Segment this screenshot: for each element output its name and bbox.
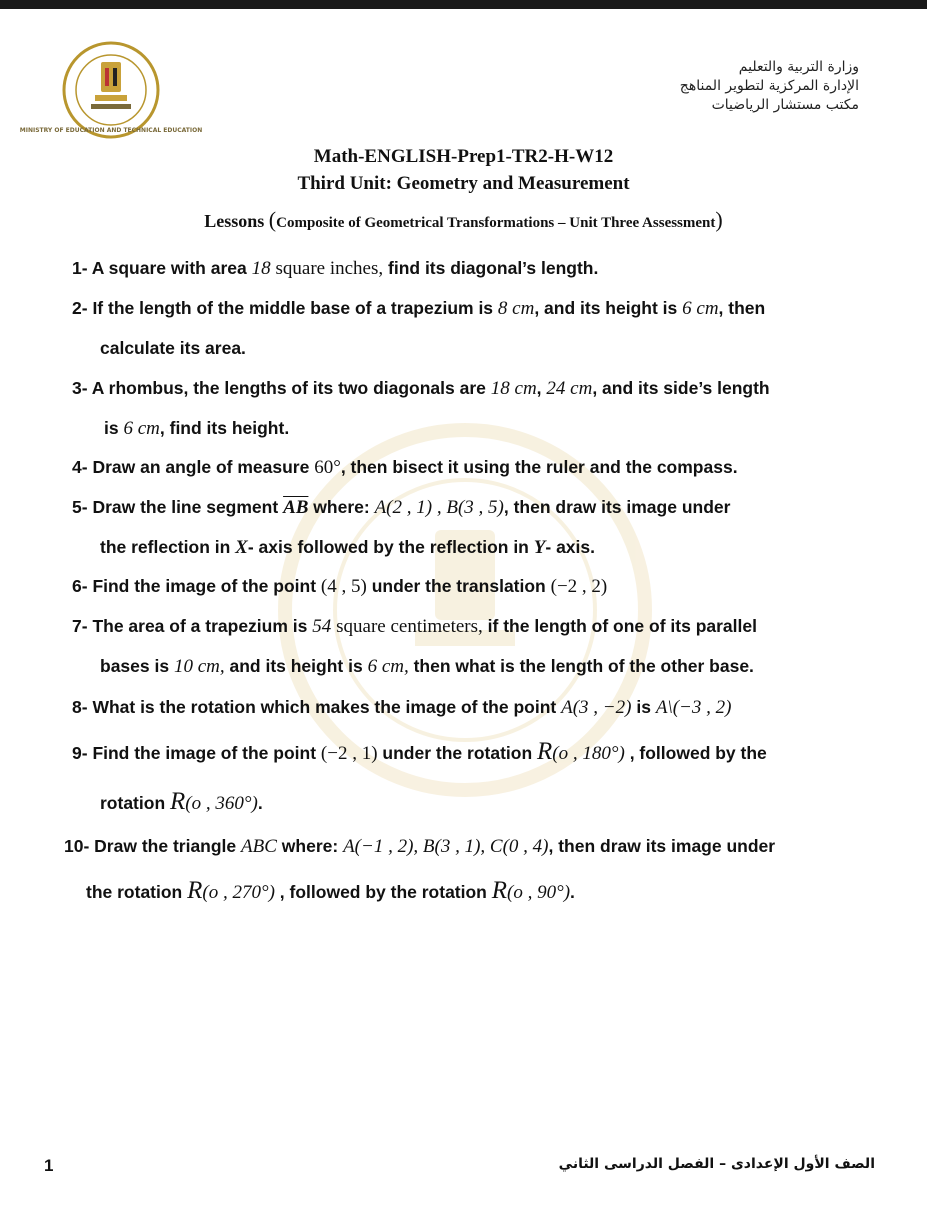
q8-point: A(3 , −2) [561, 697, 632, 718]
q10-where: where: [281, 836, 339, 856]
q3-text: A rhombus, the lengths of its two diagonals are [91, 378, 486, 398]
q5-text-3: - axis followed by the reflection in [247, 537, 529, 557]
q10-points: A(−1 , 2), B(3 , 1), C(0 , 4) [343, 836, 549, 857]
q10-text-3: , followed by the rotation [279, 882, 487, 902]
header-line-2: الإدارة المركزية لتطوير المناهج [679, 78, 859, 94]
svg-text:MINISTRY OF EDUCATION AND TECH: MINISTRY OF EDUCATION AND TECHNICAL EDUCATION [19, 127, 203, 134]
header-line-3: مكتب مستشار الرياضيات [711, 97, 859, 113]
q7-area: 54 [312, 616, 332, 637]
question-1 [72, 258, 598, 280]
q5-number: 5- [72, 497, 88, 517]
q3-ask: , find its height. [159, 418, 290, 438]
lessons-detail: Composite of Geometrical Transformations – Unit Three Assessment [276, 215, 716, 231]
page-number: 1 [44, 1156, 54, 1175]
q10-period: . [570, 882, 575, 902]
q10-text-2: , then draw its image under [548, 836, 776, 856]
q2-text-2: , and its height is [534, 298, 678, 318]
q9-text: Find the image of the point [92, 743, 317, 763]
q1-text: A square with area [91, 258, 247, 278]
q7-bases: bases is [100, 656, 170, 676]
question-9-line-2 [100, 788, 263, 816]
q10-triangle: ABC [241, 836, 277, 857]
q7-text: The area of a trapezium is [92, 616, 308, 636]
lessons-label: Lessons [204, 211, 265, 231]
q5-points: A(2 , 1) , B(3 , 5) [374, 497, 504, 518]
q4-text-2: , then bisect it using the ruler and the compass. [340, 457, 738, 477]
q9-rotation-1: (o , 180°) [552, 743, 625, 764]
q7-height-text: and its height is [229, 656, 363, 676]
q9-text-2: under the rotation [382, 743, 533, 763]
footer-grade: الصف الأول الإعدادى – الفصل الدراسى الثاني [558, 1156, 875, 1172]
q5-where: where: [313, 497, 370, 517]
q8-image: A\(−3 , 2) [655, 697, 732, 718]
question-3-line-2 [104, 418, 289, 440]
top-bar [0, 0, 927, 9]
q10-text: Draw the triangle [94, 836, 237, 856]
lessons-title: Lessons (Composite of Geometrical Transformations – Unit Three Assessment) [204, 207, 723, 232]
q7-base: 10 cm, [173, 656, 225, 677]
q9-text-3: , followed by the [629, 743, 767, 763]
question-7-line-2 [100, 656, 754, 678]
q10-number: 10- [64, 836, 90, 856]
q4-text: Draw an angle of measure [92, 457, 310, 477]
q3-comma: , [536, 378, 542, 398]
q9-rotation-label: rotation [100, 793, 166, 813]
q9-rotation-2: (o , 360°) [185, 793, 258, 814]
q5-y: Y [533, 537, 546, 558]
q9-rotation-r-2: R [170, 788, 186, 815]
question-10-line-2 [86, 877, 575, 905]
q7-number: 7- [72, 616, 88, 636]
question-9 [72, 738, 767, 766]
question-3 [72, 378, 770, 400]
header-line-1: وزارة التربية والتعليم [738, 59, 859, 75]
question-10 [64, 836, 775, 858]
q3-is: is [104, 418, 119, 438]
q9-period: . [257, 793, 263, 813]
q7-height: 6 cm, [367, 656, 409, 677]
q5-text-2: , then draw its image under [503, 497, 731, 517]
question-2-line-2: calculate its area. [100, 338, 246, 358]
q3-diag-1: 18 cm [490, 378, 537, 399]
q2-text: If the length of the middle base of a trapezium is [92, 298, 494, 318]
q6-translation: (−2 , 2) [550, 576, 608, 597]
question-5 [72, 497, 730, 519]
question-5-line-2 [100, 537, 595, 559]
q3-text-2: , and its side’s length [592, 378, 770, 398]
q1-unit: square inches, [275, 258, 384, 279]
question-2 [72, 298, 765, 320]
q9-rotation-r: R [537, 738, 553, 765]
q3-number: 3- [72, 378, 88, 398]
title-block [0, 145, 927, 235]
q10-rotation-2: (o , 90°) [507, 882, 571, 903]
q1-area: 18 [251, 258, 271, 279]
q3-side: 6 cm [123, 418, 160, 439]
q8-text: What is the rotation which makes the image of the point [92, 697, 557, 717]
q10-rotation-r: R [187, 877, 203, 904]
q4-number: 4- [72, 457, 88, 477]
q1-number: 1- [72, 258, 88, 278]
q2-number: 2- [72, 298, 88, 318]
q6-number: 6- [72, 576, 88, 596]
q5-x: X [235, 537, 248, 558]
q6-text-2: under the translation [371, 576, 546, 596]
q3-diag-2: 24 cm [546, 378, 593, 399]
q5-segment: $\overline{AB}$ [283, 497, 309, 518]
unit-title: Third Unit: Geometry and Measurement [297, 173, 630, 194]
q7-ask: then what is the length of the other base. [413, 656, 754, 676]
q6-point: (4 , 5) [320, 576, 367, 597]
q8-is: is [636, 697, 651, 717]
q5-axis: - axis. [545, 537, 595, 557]
q5-reflection: the reflection in [100, 537, 231, 557]
q2-text-3: , then [718, 298, 766, 318]
question-4 [72, 457, 738, 479]
question-6 [72, 576, 607, 598]
q7-text-2: if the length of one of its parallel [487, 616, 757, 636]
q7-unit: square centimeters, [336, 616, 483, 637]
q10-rotation-label: the rotation [86, 882, 183, 902]
q6-text: Find the image of the point [92, 576, 317, 596]
q5-text: Draw the line segment [92, 497, 279, 517]
q1-ask: find its diagonal’s length. [388, 258, 599, 278]
question-7 [72, 616, 757, 638]
q9-number: 9- [72, 743, 88, 763]
q8-number: 8- [72, 697, 88, 717]
q9-point: (−2 , 1) [320, 743, 378, 764]
q10-rotation-1: (o , 270°) [202, 882, 275, 903]
q2-height: 6 cm [682, 298, 719, 319]
q10-rotation-r-2: R [491, 877, 508, 904]
ministry-logo [19, 40, 203, 140]
question-8 [72, 697, 731, 719]
q2-base: 8 cm [497, 298, 535, 319]
q4-angle: 60° [314, 457, 341, 478]
ministry-header [680, 58, 859, 115]
worksheet-code: Math-ENGLISH-Prep1-TR2-H-W12 [313, 146, 614, 167]
